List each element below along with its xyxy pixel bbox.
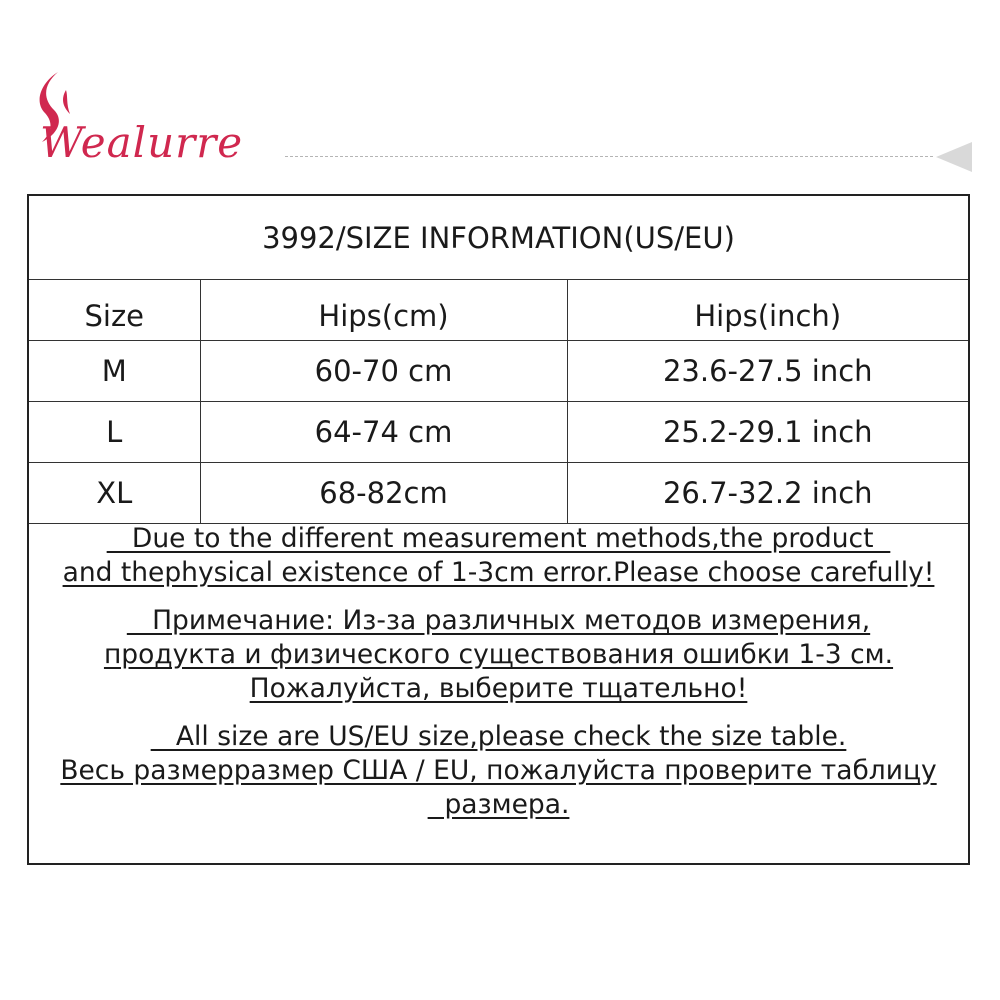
cell-hips-inch: 23.6-27.5 inch xyxy=(567,340,968,401)
header-hips-cm: Hips(cm) xyxy=(200,280,567,340)
chart-title: 3992/SIZE INFORMATION(US/EU) xyxy=(29,196,968,280)
cell-hips-inch: 26.7-32.2 inch xyxy=(567,462,968,523)
note-line: Примечание: Из-за различных методов измерения, xyxy=(126,605,871,636)
table-row xyxy=(29,401,968,462)
note-english xyxy=(29,522,968,590)
table-row xyxy=(29,340,968,401)
note-line: and thephysical existence of 1-3cm error.Please choose carefully! xyxy=(62,557,935,588)
header-hips-inch: Hips(inch) xyxy=(567,280,968,340)
cell-hips-cm: 68-82cm xyxy=(200,462,567,523)
triangle-icon xyxy=(934,140,974,174)
header-divider xyxy=(285,156,933,157)
size-chart xyxy=(27,194,970,865)
table-row xyxy=(29,462,968,523)
cell-size: XL xyxy=(29,462,200,523)
table-header-row xyxy=(29,280,968,340)
note-size-standard xyxy=(29,720,968,822)
note-line: размера. xyxy=(427,789,570,820)
note-russian xyxy=(29,604,968,706)
note-line: Весь размерразмер США / EU, пожалуйста проверите таблицу xyxy=(60,755,937,786)
cell-size: M xyxy=(29,340,200,401)
note-line: продукта и физического существования ошибки 1-3 см. xyxy=(103,639,894,670)
size-table xyxy=(29,280,968,524)
brand-name: Wealurre xyxy=(40,118,244,167)
cell-hips-cm: 64-74 cm xyxy=(200,401,567,462)
note-line: Due to the different measurement methods,the product xyxy=(106,523,891,554)
cell-hips-inch: 25.2-29.1 inch xyxy=(567,401,968,462)
cell-size: L xyxy=(29,401,200,462)
note-line: Пожалуйста, выберите тщательно! xyxy=(249,673,748,704)
note-line: All size are US/EU size,please check the size table. xyxy=(150,721,847,752)
cell-hips-cm: 60-70 cm xyxy=(200,340,567,401)
header-size: Size xyxy=(29,280,200,340)
notes xyxy=(29,522,968,836)
